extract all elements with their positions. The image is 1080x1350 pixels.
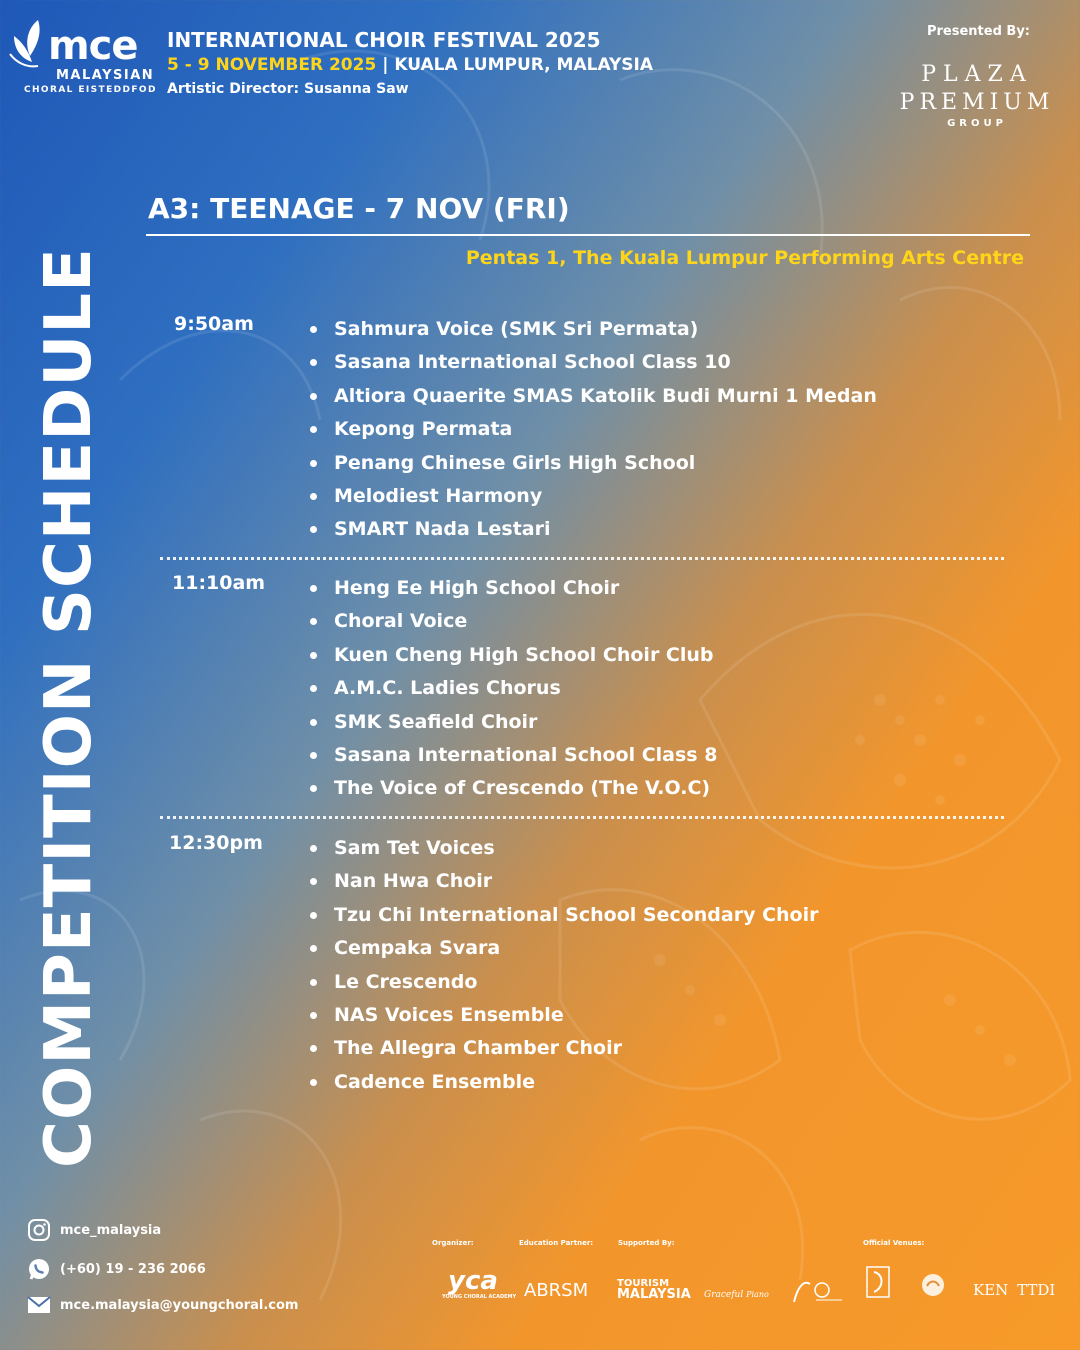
instagram-handle: mce_malaysia — [60, 1222, 162, 1238]
list-item: Kuen Cheng High School Choir Club — [310, 639, 717, 672]
list-item: Cadence Ensemble — [310, 1066, 818, 1099]
graceful-piano-logo — [704, 1290, 769, 1300]
list-item: Cempaka Svara — [310, 932, 818, 965]
festival-dates-line — [167, 52, 653, 78]
list-item: The Voice of Crescendo (The V.O.C) — [310, 772, 717, 805]
yca-subtext: YOUNG CHORAL ACADEMY — [442, 1294, 517, 1300]
venue-logo-1 — [866, 1266, 890, 1306]
leaf-logo-icon — [8, 14, 52, 74]
abrsm-logo: ABRSM — [524, 1280, 589, 1301]
instagram-contact[interactable] — [26, 1218, 161, 1242]
list-item: Heng Ee High School Choir — [310, 572, 717, 605]
venue-label: Pentas 1, The Kuala Lumpur Performing Arts Centre — [465, 247, 1024, 269]
list-item: Kepong Permata — [310, 413, 877, 446]
graceful-text: Graceful — [704, 1290, 744, 1300]
malaysia-text: MALAYSIA — [617, 1287, 691, 1302]
arts-logo — [790, 1276, 846, 1306]
choir-list — [310, 313, 877, 547]
venue-logo-2 — [920, 1272, 946, 1298]
list-item: Sahmura Voice (SMK Sri Permata) — [310, 313, 877, 346]
premium-text: PREMIUM — [899, 90, 1055, 115]
list-item: Nan Hwa Choir — [310, 865, 818, 898]
choir-list — [310, 572, 717, 806]
list-item: A.M.C. Ladies Chorus — [310, 672, 717, 705]
list-item: Sam Tet Voices — [310, 832, 818, 865]
ttdi-text: TTDI — [1017, 1281, 1056, 1299]
organizer-label: Organizer: — [432, 1239, 474, 1247]
choir-list — [310, 832, 818, 1099]
time-slot: 12:30pm — [169, 832, 263, 854]
festival-info — [167, 28, 653, 100]
instagram-icon — [26, 1218, 52, 1242]
section-divider — [146, 234, 1030, 236]
phone-contact[interactable] — [26, 1257, 206, 1281]
dotted-divider — [160, 557, 1004, 560]
supported-by-label: Supported By: — [618, 1239, 675, 1247]
piano-text: Piano — [746, 1290, 769, 1299]
dotted-divider — [160, 816, 1004, 819]
list-item: SMK Seafield Choir — [310, 706, 717, 739]
logo-mce-text: mce — [48, 23, 138, 69]
whatsapp-icon — [26, 1257, 52, 1281]
list-item: Sasana International School Class 8 — [310, 739, 717, 772]
email-contact[interactable] — [26, 1293, 298, 1317]
time-slot: 9:50am — [174, 313, 254, 335]
list-item: Tzu Chi International School Secondary Choir — [310, 899, 818, 932]
festival-dates: 5 - 9 NOVEMBER 2025 — [167, 55, 377, 75]
list-item: Melodiest Harmony — [310, 480, 877, 513]
list-item: Sasana International School Class 10 — [310, 346, 877, 379]
list-item: Penang Chinese Girls High School — [310, 447, 877, 480]
yca-text: yca — [448, 1266, 498, 1296]
plaza-premium-logo — [890, 62, 1064, 129]
vertical-title: COMPETITION SCHEDULE — [32, 247, 106, 1168]
official-venues-label: Official Venues: — [863, 1239, 925, 1247]
group-text: GROUP — [947, 118, 1007, 129]
yca-logo — [430, 1268, 516, 1300]
list-item: The Allegra Chamber Choir — [310, 1032, 818, 1065]
logo-malaysian-text: MALAYSIAN — [56, 68, 155, 83]
list-item: SMART Nada Lestari — [310, 513, 877, 546]
phone-number: (+60) 19 - 236 2066 — [60, 1261, 206, 1277]
section-title: A3: TEENAGE - 7 NOV (FRI) — [148, 192, 570, 225]
tourism-malaysia-logo — [617, 1278, 691, 1300]
presented-by-label: Presented By: — [926, 24, 1030, 39]
education-partner-label: Education Partner: — [519, 1239, 594, 1247]
list-item: NAS Voices Ensemble — [310, 999, 818, 1032]
tourism-text: TOURISM — [617, 1278, 670, 1289]
festival-title: INTERNATIONAL CHOIR FESTIVAL 2025 — [167, 28, 601, 52]
plaza-text: PLAZA — [921, 62, 1033, 87]
logo-choral-text: CHORAL EISTEDDFOD — [24, 85, 157, 95]
time-slot: 11:10am — [172, 572, 266, 594]
festival-location: | KUALA LUMPUR, MALAYSIA — [376, 55, 654, 75]
mce-logo — [8, 14, 158, 100]
artistic-director: Artistic Director: Susanna Saw — [167, 81, 409, 97]
list-item: Choral Voice — [310, 605, 717, 638]
ken-text: KEN — [973, 1281, 1009, 1299]
email-address: mce.malaysia@youngchoral.com — [60, 1297, 299, 1313]
list-item: Le Crescendo — [310, 966, 818, 999]
list-item: Altiora Quaerite SMAS Katolik Budi Murni 1 Medan — [310, 380, 877, 413]
email-icon — [26, 1293, 52, 1317]
ken-ttdi-logo — [973, 1281, 1055, 1299]
